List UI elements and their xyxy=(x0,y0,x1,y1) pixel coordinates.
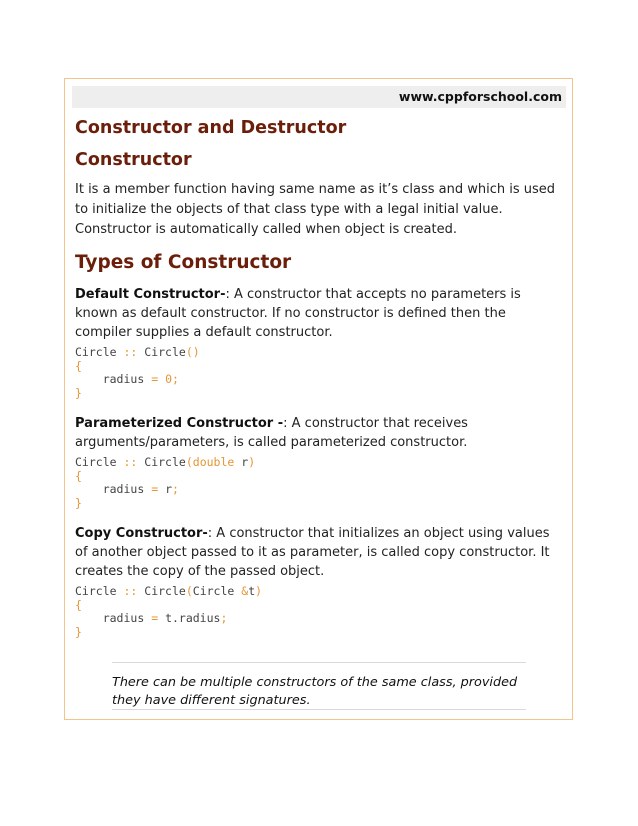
default-constructor-code: Circle :: Circle() { radius = 0; } xyxy=(75,345,200,400)
content xyxy=(75,118,557,639)
page-title: Constructor and Destructor xyxy=(75,118,347,138)
default-constructor-term: Default Constructor- xyxy=(75,287,226,302)
default-constructor-paragraph xyxy=(75,285,557,342)
site-url[interactable]: www.cppforschool.com xyxy=(398,89,562,104)
default-constructor-text: : A constructor that accepts no parameters is known as default constructor. If no constructor is defined then the compiler supplies a default constructor. xyxy=(75,287,521,340)
parameterized-constructor-paragraph xyxy=(75,414,557,452)
constructor-description: It is a member function having same name as it’s class and which is used to initialize the objects of that class type with a legal initial value. Constructor is automatically called when object is created. xyxy=(75,182,556,237)
copy-constructor-text: : A constructor that initializes an object using values of another object passed to it as parameter, is called copy constructor. It creates the copy of the passed object. xyxy=(75,526,550,579)
note-text: There can be multiple constructors of the same class, provided they have different signatures. xyxy=(112,675,518,708)
site-header-bar xyxy=(72,86,566,108)
copy-constructor-term: Copy Constructor- xyxy=(75,526,208,541)
types-heading: Types of Constructor xyxy=(75,252,292,273)
constructor-heading: Constructor xyxy=(75,150,192,170)
parameterized-constructor-text: : A constructor that receives arguments/parameters, is called parameterized constructor. xyxy=(75,416,468,450)
parameterized-constructor-code: Circle :: Circle(double r) { radius = r; } xyxy=(75,455,256,510)
note-box xyxy=(112,662,526,710)
parameterized-constructor-term: Parameterized Constructor - xyxy=(75,416,284,431)
copy-constructor-code: Circle :: Circle(Circle &t) { radius = t.radius; } xyxy=(75,584,263,639)
copy-constructor-paragraph xyxy=(75,524,557,581)
